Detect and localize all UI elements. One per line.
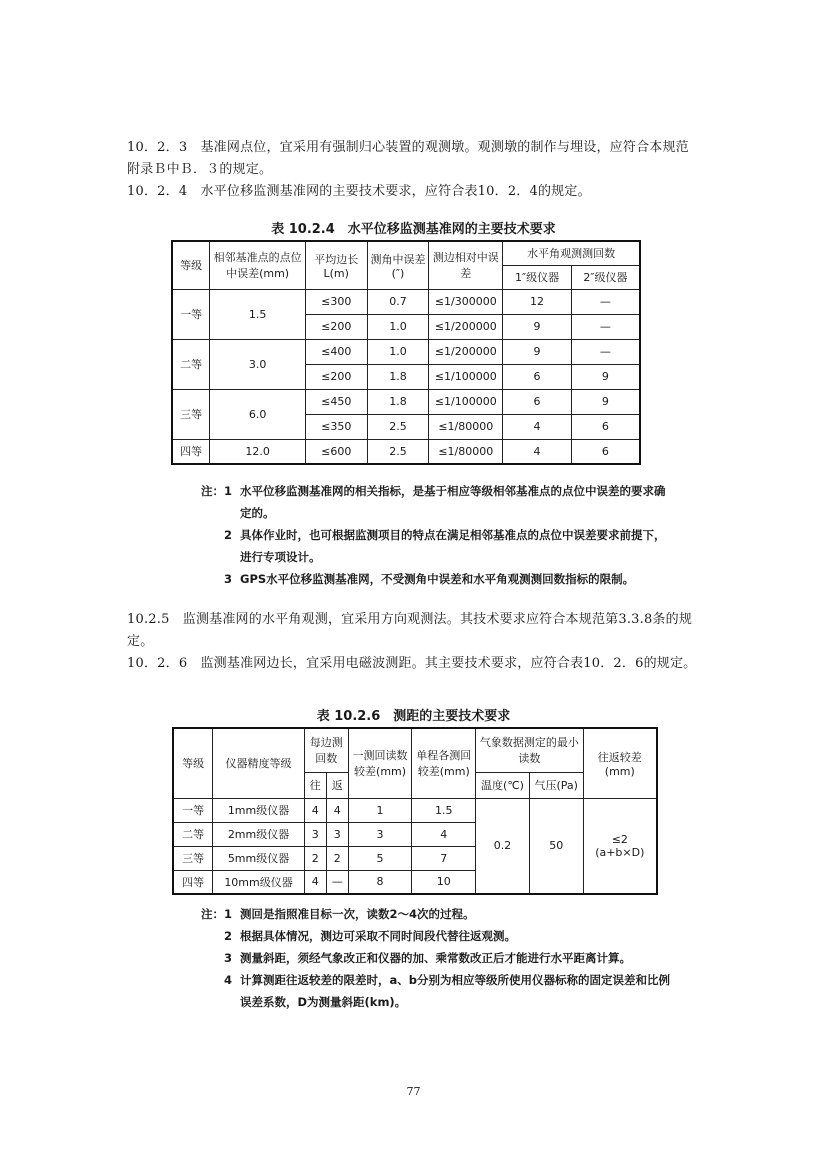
- table-row: [172, 389, 640, 414]
- page-number: 77: [406, 1085, 421, 1098]
- header-inst1: 1″级仪器: [503, 265, 572, 289]
- cell-grade: 二等: [172, 339, 210, 389]
- cell-point-error: 6.0: [210, 389, 306, 439]
- table-10-2-4-caption: 表 10.2.4 水平位移监测基准网的主要技术要求: [271, 222, 556, 237]
- cell-side-rel-error: ≤1/200000: [429, 339, 503, 364]
- cell-back: 3: [326, 822, 348, 846]
- header-side-length: 平均边长L(m): [305, 241, 367, 289]
- cell-inst1: 9: [503, 314, 572, 339]
- cell-inst1: 6: [503, 389, 572, 414]
- cell-grade: 一等: [173, 798, 213, 822]
- table-10-2-6: [172, 727, 658, 895]
- cell-temp: 0.2: [476, 798, 530, 894]
- note-number: 1: [223, 484, 232, 498]
- cell-go: 4: [304, 798, 326, 822]
- cell-go: 2: [304, 846, 326, 870]
- header-grade: 等级: [172, 241, 210, 289]
- header-angle-error: 测角中误差(″): [367, 241, 429, 289]
- cell-side-rel-error: ≤1/80000: [429, 439, 503, 464]
- cell-precision: 2mm级仪器: [213, 822, 305, 846]
- cell-angle-error: 1.0: [367, 339, 429, 364]
- header-point-error: 相邻基准点的点位中误差(mm): [210, 241, 306, 289]
- note-number: 4: [223, 973, 232, 987]
- table-row: [172, 439, 640, 464]
- note-item: [200, 480, 670, 524]
- table-10-2-6-notes: [200, 903, 670, 1013]
- cell-read-diff: 3: [348, 822, 412, 846]
- cell-side-length: ≤450: [305, 389, 367, 414]
- note-item: [200, 903, 670, 925]
- note-item: [200, 925, 670, 947]
- cell-precision: 5mm级仪器: [213, 846, 305, 870]
- table-row: [173, 798, 657, 822]
- note-prefix: 注：: [200, 484, 224, 498]
- cell-grade: 一等: [172, 289, 210, 339]
- cell-angle-error: 2.5: [367, 439, 429, 464]
- header-precision: 仪器精度等级: [213, 728, 305, 798]
- table-10-2-4-notes: [200, 480, 670, 590]
- note-text: 具体作业时，也可根据监测项目的特点在满足相邻基准点的点位中误差要求前提下，进行专项设计。: [240, 528, 666, 564]
- cell-back: 2: [326, 846, 348, 870]
- note-prefix: 注：: [200, 907, 224, 921]
- cell-grade: 三等: [172, 389, 210, 439]
- cell-angle-error: 1.8: [367, 364, 429, 389]
- cell-read-diff: 8: [348, 870, 412, 894]
- cell-inst2: —: [571, 314, 640, 339]
- cell-side-rel-error: ≤1/100000: [429, 364, 503, 389]
- header-read-diff: 一测回读数较差(mm): [348, 728, 412, 798]
- note-item: [200, 568, 670, 590]
- paragraph-10-2-6: 10．2．6 监测基准网边长，宜采用电磁波测距。其主要技术要求，应符合表10．2．6的规定。: [127, 656, 697, 671]
- cell-read-diff: 5: [348, 846, 412, 870]
- cell-inst2: 6: [571, 414, 640, 439]
- header-back: 返: [326, 772, 348, 798]
- note-number: 3: [223, 572, 232, 586]
- paragraph-10-2-5: 10.2.5 监测基准网的水平角观测，宜采用方向观测法。其技术要求应符合本规范第3.3.8条的规定。: [127, 612, 693, 649]
- cell-read-diff: 1: [348, 798, 412, 822]
- cell-side-length: ≤400: [305, 339, 367, 364]
- cell-inst1: 4: [503, 439, 572, 464]
- note-number: 3: [223, 951, 232, 965]
- cell-press: 50: [529, 798, 583, 894]
- paragraph-10-2-3: 10．2．3 基准网点位，宜采用有强制归心装置的观测墩。观测墩的制作与埋设，应符合本规范附录Ｂ中Ｂ．３的规定。: [127, 140, 689, 177]
- table-10-2-4: [171, 240, 641, 465]
- cell-inst2: —: [571, 339, 640, 364]
- roundtrip-limit: ≤2: [611, 832, 628, 846]
- cell-roundtrip: [583, 798, 657, 894]
- note-text: 根据具体情况，测边可采取不同时间段代替往返观测。: [240, 929, 516, 943]
- cell-grade: 四等: [172, 439, 210, 464]
- cell-back: 4: [326, 798, 348, 822]
- cell-side-length: ≤300: [305, 289, 367, 314]
- cell-side-length: ≤350: [305, 414, 367, 439]
- header-rounds: 每边测回数: [304, 728, 348, 772]
- cell-angle-error: 2.5: [367, 414, 429, 439]
- cell-inst2: 6: [571, 439, 640, 464]
- cell-single-diff: 10: [412, 870, 476, 894]
- paragraph-10-2-4: 10．2．4 水平位移监测基准网的主要技术要求，应符合表10．2．4的规定。: [127, 184, 591, 199]
- header-press: 气压(Pa): [529, 772, 583, 798]
- table-10-2-6-caption: 表 10.2.6 测距的主要技术要求: [316, 709, 511, 724]
- note-text: 水平位移监测基准网的相关指标，是基于相应等级相邻基准点的点位中误差的要求确定的。: [240, 484, 666, 520]
- cell-point-error: 12.0: [210, 439, 306, 464]
- note-text: 计算测距往返较差的限差时，a、b分别为相应等级所使用仪器标称的固定误差和比例误差系数，D为测量斜距(km)。: [240, 973, 670, 1009]
- note-item: [200, 947, 670, 969]
- cell-single-diff: 7: [412, 846, 476, 870]
- header-go: 往: [304, 772, 326, 798]
- cell-precision: 1mm级仪器: [213, 798, 305, 822]
- cell-point-error: 3.0: [210, 339, 306, 389]
- header-temp: 温度(℃): [476, 772, 530, 798]
- cell-side-length: ≤600: [305, 439, 367, 464]
- cell-side-length: ≤200: [305, 364, 367, 389]
- cell-inst1: 4: [503, 414, 572, 439]
- cell-inst1: 12: [503, 289, 572, 314]
- cell-inst1: 6: [503, 364, 572, 389]
- cell-side-rel-error: ≤1/100000: [429, 389, 503, 414]
- note-item: [200, 524, 670, 568]
- cell-angle-error: 1.0: [367, 314, 429, 339]
- roundtrip-formula: (a+b×D): [595, 845, 645, 859]
- header-roundtrip: 往返较差(mm): [583, 728, 657, 798]
- cell-grade: 三等: [173, 846, 213, 870]
- header-grade: 等级: [173, 728, 213, 798]
- cell-side-rel-error: ≤1/80000: [429, 414, 503, 439]
- cell-angle-error: 1.8: [367, 389, 429, 414]
- cell-inst2: 9: [571, 364, 640, 389]
- header-meteo: 气象数据测定的最小读数: [476, 728, 583, 772]
- note-number: 2: [223, 929, 232, 943]
- note-text: 测回是指照准目标一次，读数2～4次的过程。: [240, 907, 475, 921]
- cell-side-rel-error: ≤1/300000: [429, 289, 503, 314]
- cell-grade: 二等: [173, 822, 213, 846]
- cell-grade: 四等: [173, 870, 213, 894]
- note-number: 1: [223, 907, 232, 921]
- note-text: 测量斜距，须经气象改正和仪器的加、乘常数改正后才能进行水平距离计算。: [240, 951, 631, 965]
- note-item: [200, 969, 670, 1013]
- header-single-diff: 单程各测回较差(mm): [412, 728, 476, 798]
- cell-inst2: 9: [571, 389, 640, 414]
- cell-single-diff: 4: [412, 822, 476, 846]
- cell-single-diff: 1.5: [412, 798, 476, 822]
- cell-inst1: 9: [503, 339, 572, 364]
- cell-side-rel-error: ≤1/200000: [429, 314, 503, 339]
- cell-back: —: [326, 870, 348, 894]
- note-number: 2: [223, 528, 232, 542]
- cell-precision: 10mm级仪器: [213, 870, 305, 894]
- cell-side-length: ≤200: [305, 314, 367, 339]
- cell-inst2: —: [571, 289, 640, 314]
- table-row: [172, 339, 640, 364]
- header-rounds: 水平角观测测回数: [503, 241, 640, 265]
- cell-go: 4: [304, 870, 326, 894]
- table-row: [172, 289, 640, 314]
- note-text: GPS水平位移监测基准网，不受测角中误差和水平角观测测回数指标的限制。: [240, 572, 635, 586]
- cell-go: 3: [304, 822, 326, 846]
- header-inst2: 2″级仪器: [571, 265, 640, 289]
- cell-point-error: 1.5: [210, 289, 306, 339]
- cell-angle-error: 0.7: [367, 289, 429, 314]
- header-side-rel-error: 测边相对中误差: [429, 241, 503, 289]
